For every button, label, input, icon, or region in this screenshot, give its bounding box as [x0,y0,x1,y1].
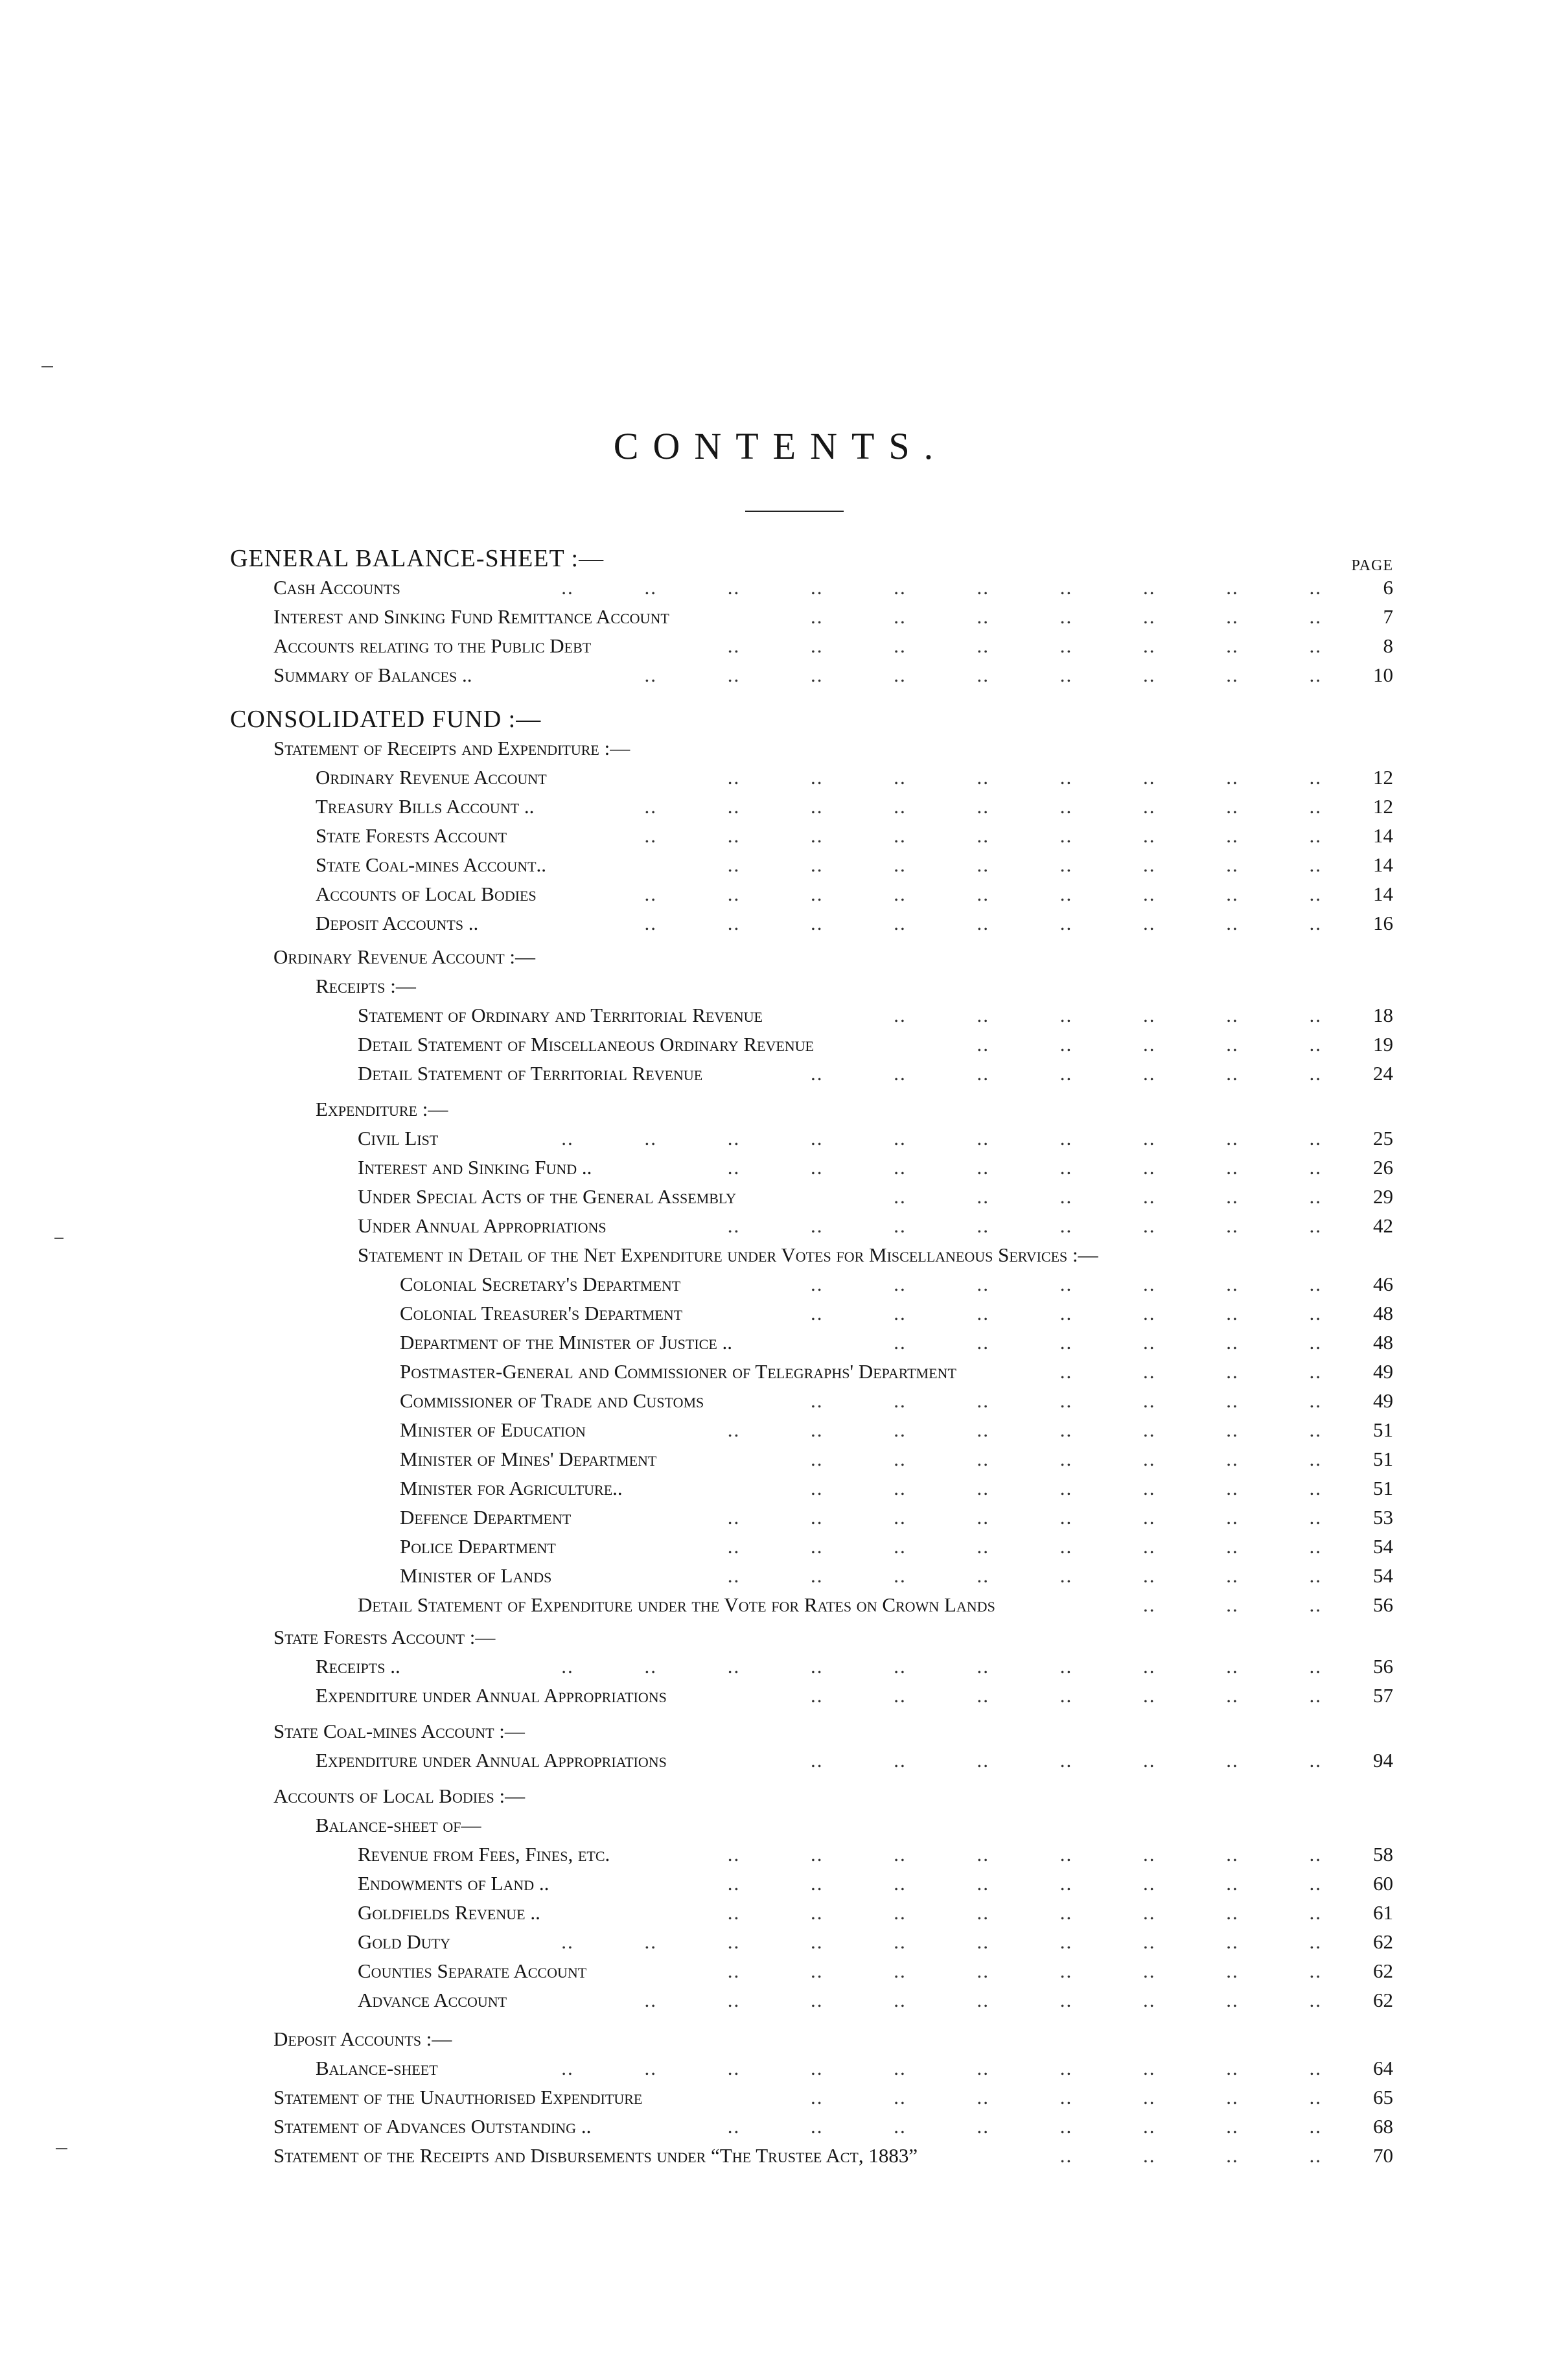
toc-entry-title: State Forests Account :— [273,1626,496,1648]
toc-entry-page: 58 [1373,1843,1393,1866]
leader-dots: .. .. .. .. .. .. .. .. .. [644,1989,1322,2011]
toc-entry-page: 60 [1373,1872,1393,1895]
toc-entry-title: Ordinary Revenue Account [316,766,547,789]
leader-dots: .. .. .. .. .. .. .. .. .. [644,824,1322,847]
toc-entry[interactable] [400,1561,1393,1591]
toc-entry[interactable] [316,1746,1393,1775]
toc-entry-title: Detail Statement of Expenditure under the Vote for Rates on Crown Lands [358,1593,995,1616]
toc-entry[interactable] [316,1652,1393,1681]
toc-entry-title: Minister for Agriculture.. [400,1477,623,1499]
toc-entry-page: 48 [1373,1302,1393,1324]
leader-dots: .. .. .. .. .. .. .. .. [727,853,1322,876]
toc-entry[interactable] [316,1094,1393,1124]
toc-entry-page: 25 [1373,1127,1393,1150]
toc-entry[interactable] [358,1124,1393,1153]
leader-dots: .. .. .. .. .. .. .. .. [727,766,1322,789]
toc-entry-title: Summary of Balances .. [273,664,472,686]
toc-entry[interactable] [273,2141,1393,2171]
toc-entry-title: Defence Department [400,1506,572,1529]
toc-entry-page: 51 [1373,1418,1393,1441]
toc-entry-page: 14 [1373,853,1393,876]
toc-entry-page: 49 [1373,1360,1393,1383]
toc-entry-page: 18 [1373,1004,1393,1026]
toc-entry[interactable] [358,1182,1393,1212]
toc-entry[interactable] [400,1386,1393,1416]
toc-entry[interactable] [316,1681,1393,1711]
leader-dots: .. .. .. .. .. .. .. [811,1477,1322,1499]
toc-entry[interactable] [230,544,1393,573]
leader-dots: .. .. .. .. .. .. .. .. .. [644,664,1322,686]
toc-entry[interactable] [400,1299,1393,1328]
leader-dots: .. .. .. .. .. .. .. [811,1302,1322,1324]
leader-dots: .. .. .. .. .. .. .. .. .. [644,912,1322,934]
toc-entry-title: Statement of Receipts and Expenditure :— [273,737,630,759]
toc-entry-page: 62 [1373,1959,1393,1982]
toc-entry[interactable] [273,573,1393,603]
toc-entry-title: GENERAL BALANCE-SHEET :— [230,545,605,572]
leader-dots: .. .. .. .. .. .. [894,1331,1322,1354]
leader-dots: .. .. .. .. .. .. .. .. .. .. [561,1930,1322,1953]
leader-dots: .. .. .. .. .. .. .. .. .. [644,795,1322,818]
toc-entry[interactable] [316,1810,1393,1840]
toc-entry-page: 94 [1373,1749,1393,1772]
toc-entry-page: 24 [1373,1062,1393,1085]
toc-entry-title: Expenditure under Annual Appropriations [316,1684,667,1707]
leader-dots: .. .. .. .. .. .. .. .. [727,1843,1322,1866]
toc-entry-title: Statement of the Receipts and Disbursements under “The Trustee Act, 1883” [273,2144,918,2167]
leader-dots: .. .. .. .. .. .. [894,1004,1322,1026]
toc-entry-title: Under Special Acts of the General Assembly [358,1185,737,1208]
toc-entry-title: Revenue from Fees, Fines, etc. [358,1843,610,1866]
toc-entry-title: Commissioner of Trade and Customs [400,1389,704,1412]
toc-entry-page: 51 [1373,1477,1393,1499]
toc-entry-title: Department of the Minister of Justice .. [400,1331,733,1354]
toc-entry-page: 62 [1373,1930,1393,1953]
toc-entry-page: 6 [1383,576,1393,599]
toc-entry-title: Statement in Detail of the Net Expenditure under Votes for Miscellaneous Services :— [358,1243,1098,1266]
toc-entry-page: 64 [1373,2057,1393,2079]
toc-entry-page: 61 [1373,1901,1393,1924]
toc-entry[interactable] [358,1956,1393,1986]
leader-dots: .. .. .. .. .. .. .. [811,1389,1322,1412]
toc-entry-page: 62 [1373,1989,1393,2011]
leader-dots: .. .. .. .. .. .. .. .. [727,1564,1322,1587]
toc-entry-title: Deposit Accounts .. [316,912,479,934]
toc-entry[interactable] [273,1781,1393,1811]
toc-entry-page: 46 [1373,1273,1393,1295]
toc-entry-title: Counties Separate Account [358,1959,587,1982]
toc-entry[interactable] [316,2053,1393,2083]
leader-dots: .. .. .. .. .. .. .. [811,1062,1322,1085]
toc-entry-title: Minister of Mines' Department [400,1448,657,1470]
leader-dots: .. .. .. .. .. .. .. .. [727,1506,1322,1529]
toc-entry[interactable] [316,971,1393,1001]
toc-entry[interactable] [273,2112,1393,2142]
leader-dots: .. .. .. .. .. .. .. .. [727,2115,1322,2138]
toc-entry[interactable] [273,602,1393,632]
toc-entry[interactable] [316,850,1393,880]
toc-entry[interactable] [400,1269,1393,1299]
toc-entry-title: CONSOLIDATED FUND :— [230,706,542,733]
toc-entry-page: 29 [1373,1185,1393,1208]
toc-entry-title: Cash Accounts [273,576,400,599]
toc-entry[interactable] [316,908,1393,938]
toc-entry-title: Gold Duty [358,1930,450,1953]
toc-entry-title: Treasury Bills Account .. [316,795,535,818]
toc-entry-page: 14 [1373,883,1393,905]
toc-entry-title: Police Department [400,1535,556,1558]
toc-entry[interactable] [400,1473,1393,1503]
toc-entry-title: Expenditure under Annual Appropriations [316,1749,667,1772]
toc-entry-title: Colonial Secretary's Department [400,1273,681,1295]
toc-entry-title: Endowments of Land .. [358,1872,549,1895]
toc-entry-page: 12 [1373,795,1393,818]
toc-entry[interactable] [273,734,1393,763]
toc-entry[interactable] [273,1623,1393,1652]
leader-dots: .. .. .. .. .. .. .. [811,1749,1322,1772]
toc-entry[interactable] [358,1240,1393,1270]
toc-entry[interactable] [316,821,1393,851]
toc-entry[interactable] [316,879,1393,909]
toc-entry-title: State Coal-mines Account :— [273,1720,525,1742]
leader-dots: .. .. .. .. .. .. .. [811,605,1322,628]
toc-entry[interactable] [358,1869,1393,1899]
leader-dots: .. .. .. .. .. .. .. .. .. .. [561,2057,1322,2079]
toc-entry[interactable] [358,1153,1393,1183]
toc-entry-title: Civil List [358,1127,439,1150]
toc-entry[interactable] [316,792,1393,822]
leader-dots: .. .. .. .. [1059,1360,1322,1383]
toc-entry-page: 54 [1373,1564,1393,1587]
leader-dots: .. .. .. [1143,1593,1322,1616]
leader-dots: .. .. .. .. .. .. .. .. [727,634,1322,657]
toc-entry-page: 7 [1383,605,1393,628]
toc-entry[interactable] [358,1898,1393,1928]
leader-dots: .. .. .. .. .. .. .. .. .. .. [561,1127,1322,1150]
page-column-header: PAGE [1351,557,1393,574]
leader-dots: .. .. .. .. .. .. .. [811,1273,1322,1295]
toc-entry[interactable] [316,763,1393,792]
leader-dots: .. .. .. .. .. .. .. [811,2086,1322,2108]
toc-entry-title: Accounts of Local Bodies :— [273,1785,526,1807]
leader-dots: .. .. .. .. .. .. .. .. [727,1959,1322,1982]
toc-entry-page: 42 [1373,1214,1393,1237]
toc-entry-title: Under Annual Appropriations [358,1214,607,1237]
toc-entry-page: 68 [1373,2115,1393,2138]
leader-dots: .. .. .. .. .. .. .. .. [727,1901,1322,1924]
toc-entry-title: State Coal-mines Account.. [316,853,547,876]
toc-entry[interactable] [273,2083,1393,2112]
toc-entry[interactable] [358,1985,1393,2015]
toc-entry[interactable] [400,1503,1393,1532]
toc-entry[interactable] [400,1532,1393,1562]
toc-entry-title: Interest and Sinking Fund Remittance Account [273,605,669,628]
leader-dots: .. .. .. .. .. .. .. [811,1448,1322,1470]
leader-dots: .. .. .. .. .. .. .. .. [727,1535,1322,1558]
toc-entry-title: Receipts .. [316,1655,400,1678]
toc-entry-page: 53 [1373,1506,1393,1529]
leader-dots: .. .. .. .. .. .. .. .. .. .. [561,576,1322,599]
toc-entry-title: Statement of the Unauthorised Expenditure [273,2086,643,2108]
toc-entry-title: Postmaster-General and Commissioner of Telegraphs' Department [400,1360,956,1383]
toc-entry[interactable] [230,704,1393,734]
toc-entry[interactable] [400,1357,1393,1387]
toc-entry-title: Balance-sheet [316,2057,438,2079]
toc-entry-page: 57 [1373,1684,1393,1707]
toc-entry-title: Statement of Ordinary and Territorial Revenue [358,1004,763,1026]
toc-entry-page: 51 [1373,1448,1393,1470]
contents-title: CONTENTS. [613,425,948,467]
toc-entry-page: 8 [1383,634,1393,657]
toc-entry-page: 56 [1373,1655,1393,1678]
toc-entry[interactable] [358,1590,1393,1620]
toc-entry[interactable] [358,1840,1393,1869]
toc-entry-title: Interest and Sinking Fund .. [358,1156,592,1179]
toc-entry-page: 49 [1373,1389,1393,1412]
leader-dots: .. .. .. .. .. .. .. .. [727,1872,1322,1895]
toc-entry-title: Advance Account [358,1989,507,2011]
toc-entry[interactable] [358,1059,1393,1089]
toc-entry-title: Colonial Treasurer's Department [400,1302,683,1324]
toc-entry-page: 16 [1373,912,1393,934]
toc-entry-title: Goldfields Revenue .. [358,1901,540,1924]
toc-entry-title: Receipts :— [316,975,416,997]
toc-entry-title: Expenditure :— [316,1098,448,1120]
toc-entry-page: 65 [1373,2086,1393,2108]
margin-mark [56,2148,67,2149]
leader-dots: .. .. .. .. [1059,2144,1322,2167]
toc-entry-page: 70 [1373,2144,1393,2167]
toc-entry-title: Minister of Education [400,1418,586,1441]
toc-entry-title: Minister of Lands [400,1564,552,1587]
toc-entry[interactable] [358,1030,1393,1059]
toc-entry-title: State Forests Account [316,824,507,847]
toc-entry-title: Detail Statement of Miscellaneous Ordinary Revenue [358,1033,814,1056]
leader-dots: .. .. .. .. .. .. .. [811,1684,1322,1707]
toc-entry-title: Balance-sheet of— [316,1814,481,1836]
toc-entry[interactable] [400,1328,1393,1358]
title-rule [745,511,844,512]
toc-entry-page: 12 [1373,766,1393,789]
toc-entry-title: Accounts relating to the Public Debt [273,634,592,657]
toc-entry-page: 19 [1373,1033,1393,1056]
toc-entry[interactable] [273,1716,1393,1746]
margin-mark [54,1238,64,1239]
toc-entry[interactable] [400,1444,1393,1474]
leader-dots: .. .. .. .. .. .. .. .. .. .. [561,1655,1322,1678]
toc-entry[interactable] [358,1211,1393,1241]
toc-entry-page: 48 [1373,1331,1393,1354]
toc-entry[interactable] [273,2024,1393,2054]
toc-entry-page: 26 [1373,1156,1393,1179]
toc-entry-page: 54 [1373,1535,1393,1558]
leader-dots: .. .. .. .. .. .. .. .. .. [644,883,1322,905]
leader-dots: .. .. .. .. .. [977,1033,1322,1056]
toc-entry-title: Detail Statement of Territorial Revenue [358,1062,703,1085]
toc-entry-title: Ordinary Revenue Account :— [273,945,536,968]
toc-entry[interactable] [273,631,1393,661]
toc-entry-page: 10 [1373,664,1393,686]
toc-entry[interactable] [273,660,1393,690]
toc-entry-title: Accounts of Local Bodies [316,883,537,905]
leader-dots: .. .. .. .. .. .. .. .. [727,1418,1322,1441]
toc-entry[interactable] [273,942,1393,972]
toc-entry-page: 14 [1373,824,1393,847]
leader-dots: .. .. .. .. .. .. [894,1185,1322,1208]
toc-entry-title: Deposit Accounts :— [273,2028,452,2050]
toc-entry-title: Statement of Advances Outstanding .. [273,2115,592,2138]
toc-entry[interactable] [358,1000,1393,1030]
margin-mark [41,366,53,367]
toc-entry[interactable] [358,1927,1393,1957]
leader-dots: .. .. .. .. .. .. .. .. [727,1156,1322,1179]
leader-dots: .. .. .. .. .. .. .. .. [727,1214,1322,1237]
toc-entry-page: 56 [1373,1593,1393,1616]
toc-entry[interactable] [400,1415,1393,1445]
